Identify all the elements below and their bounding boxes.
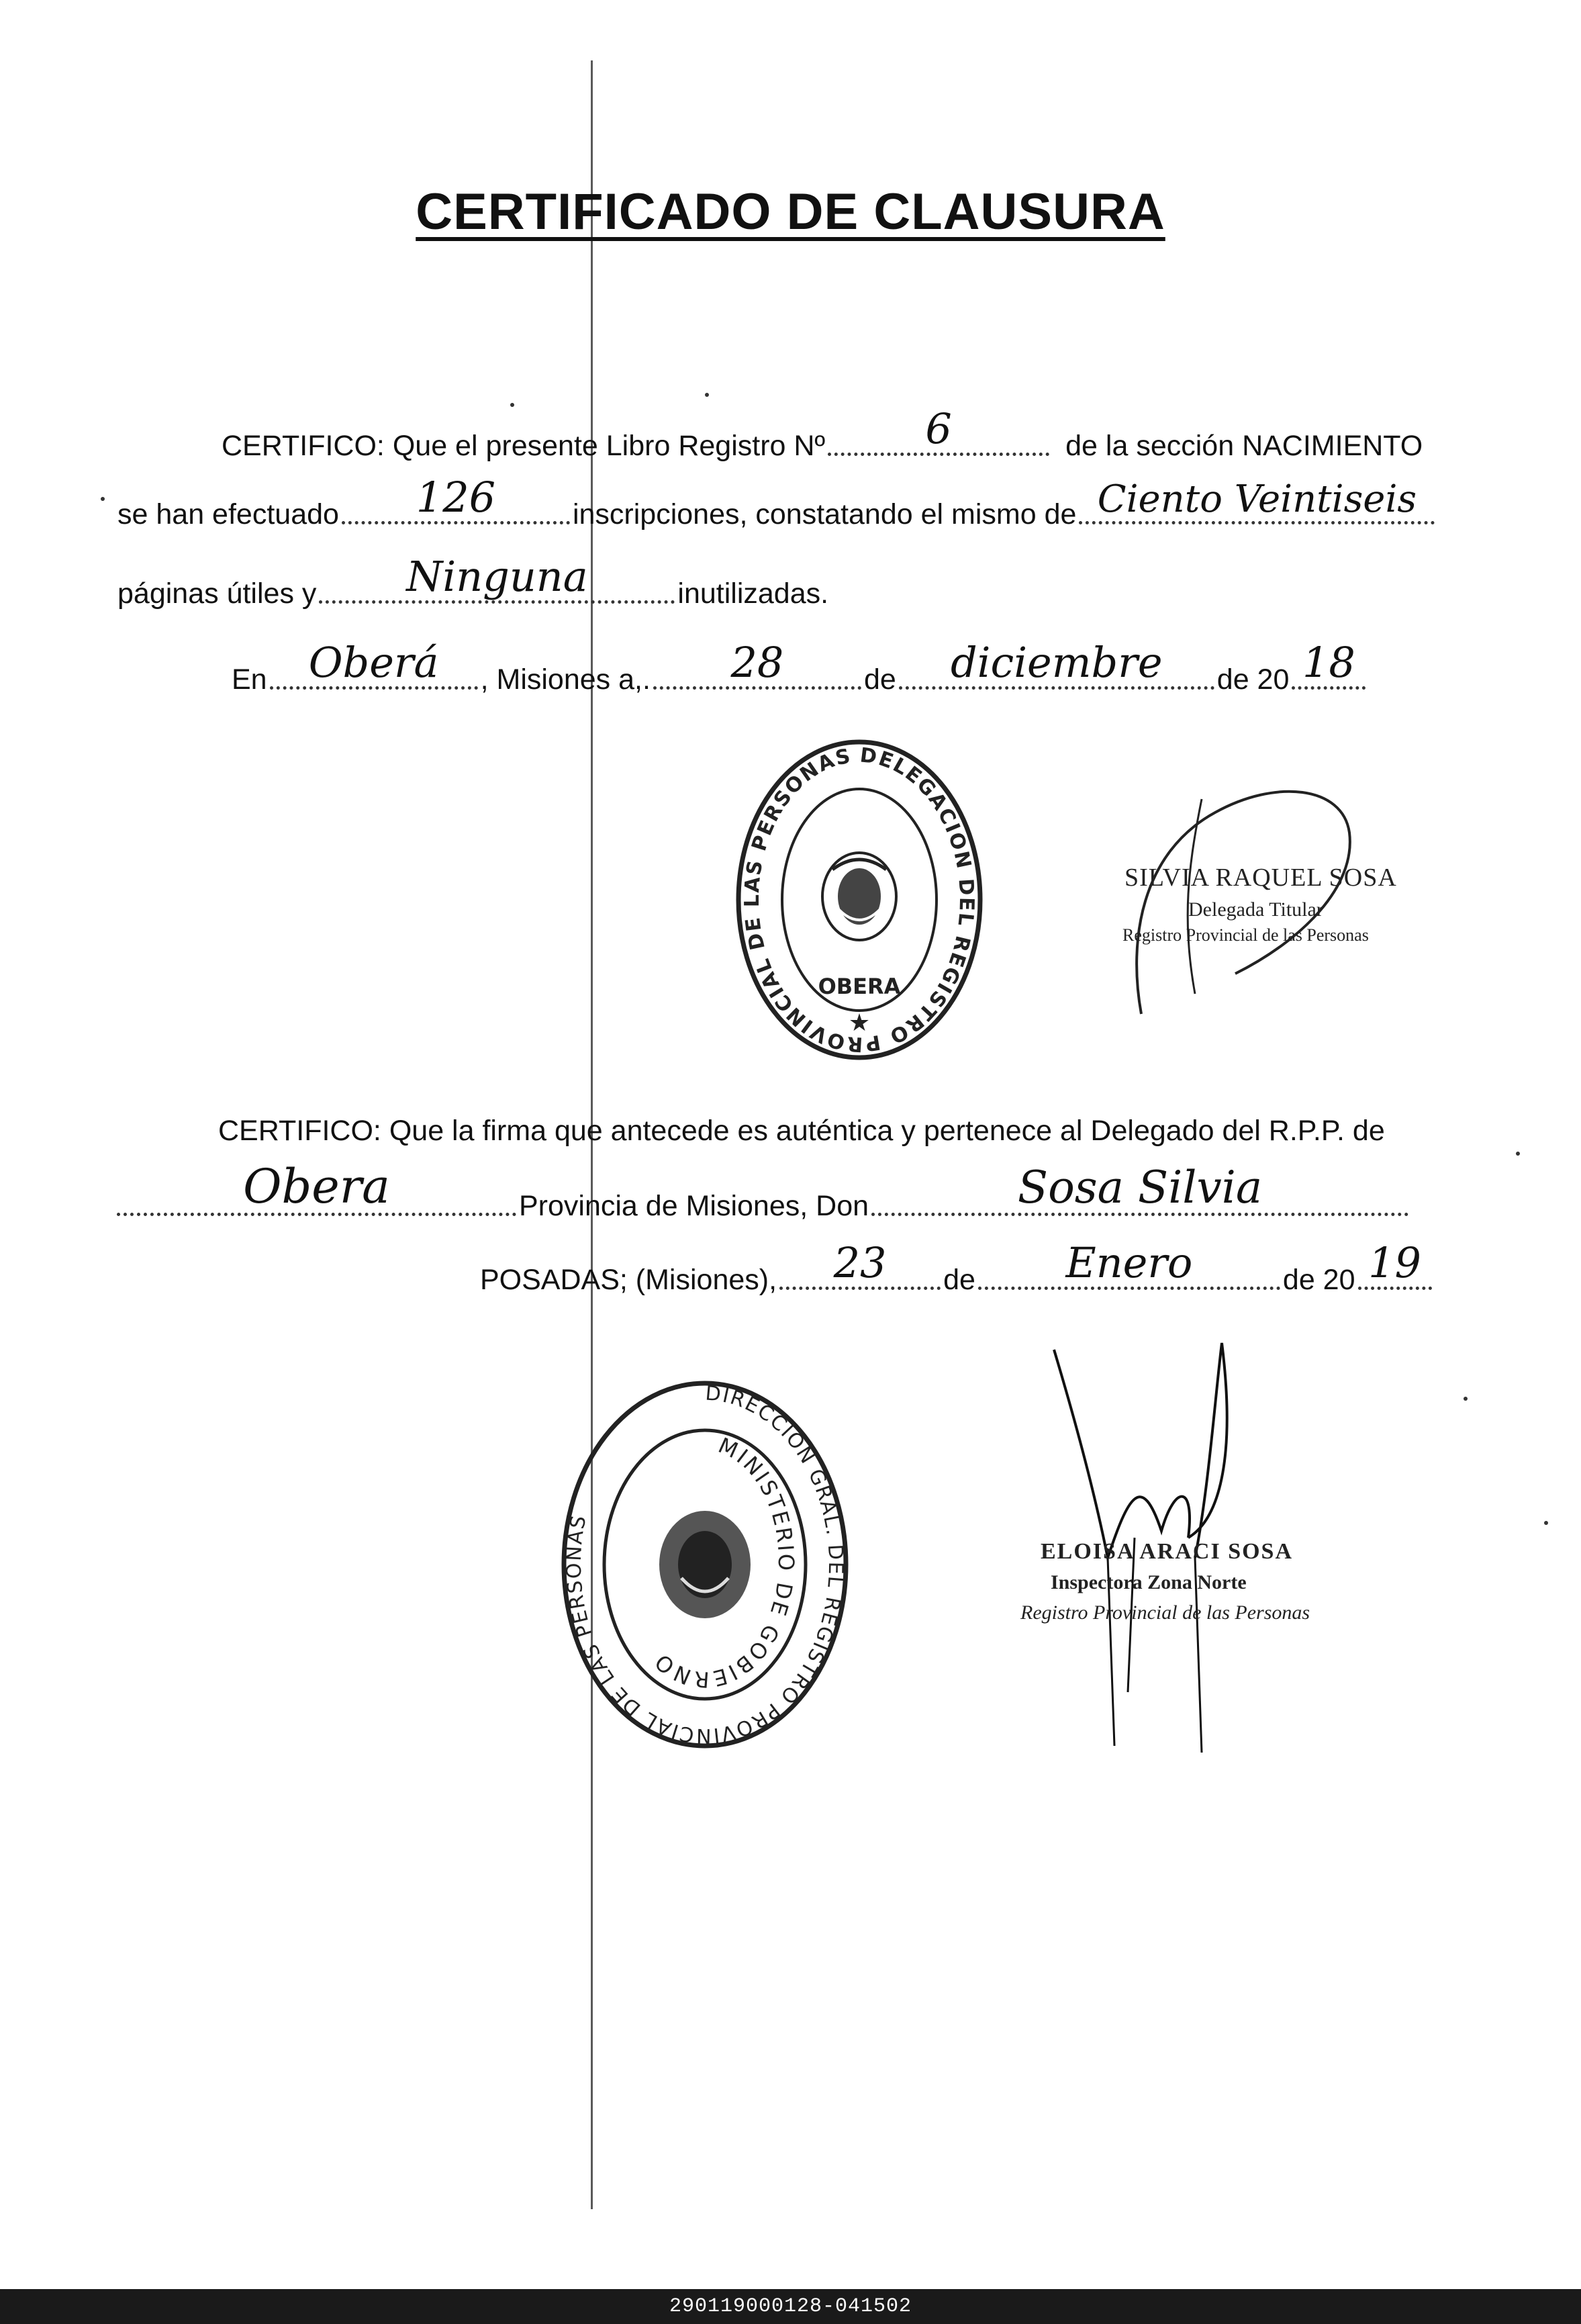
delegation-value: Obera	[243, 1159, 390, 1214]
scan-speck	[1464, 1397, 1468, 1401]
signer2-org: Registro Provincial de las Personas	[1020, 1601, 1310, 1624]
city-field	[270, 638, 478, 690]
signer2-role: Inspectora Zona Norte	[1051, 1571, 1247, 1593]
ministry-stamp	[557, 1377, 853, 1753]
day2-value: 23	[833, 1238, 887, 1287]
cert1-line-1: CERTIFICO: Que el presente Libro Registro Nº 6 de la sección NACIMIENTO	[222, 404, 1423, 462]
book-number-value: 6	[925, 404, 952, 453]
day2-field	[779, 1238, 941, 1290]
stamp2-outer-text: DIRECCION GRAL. DEL REGISTRO PROVINCIAL DE LAS PERSONAS	[562, 1381, 848, 1748]
signature-1-scribble	[1101, 772, 1383, 1021]
pages-value: Ciento Veintiseis	[1097, 477, 1417, 521]
void-pages-field	[319, 552, 675, 604]
inscriptions-field	[342, 473, 570, 524]
pages-field	[1079, 477, 1435, 524]
signer1-org: Registro Provincial de las Personas	[1122, 925, 1369, 945]
book-number-field	[828, 404, 1049, 456]
cert2-line-3: POSADAS; (Misiones), 23 de Enero de 20 19	[480, 1264, 1435, 1297]
stamp2-inner-text: MINISTERIO DE GOBIERNO	[649, 1432, 800, 1693]
cert1-line-2: se han efectuado 126 inscripciones, constatando el mismo de Ciento Veintiseis	[117, 498, 1437, 531]
year-value: 18	[1302, 638, 1355, 687]
official-name-field	[871, 1162, 1408, 1216]
scan-speck	[510, 403, 514, 407]
year2-value: 19	[1368, 1238, 1421, 1287]
cert1-line-3: páginas útiles y Ninguna inutilizadas.	[117, 552, 829, 610]
official-name-value: Sosa Silvia	[1017, 1162, 1263, 1213]
coat-of-arms-icon	[822, 853, 896, 940]
scan-speck	[1516, 1152, 1520, 1156]
delegation-field	[117, 1159, 516, 1216]
delegation-stamp	[732, 735, 987, 1064]
signature-2-scribble	[1034, 1316, 1302, 1759]
city-value: Oberá	[308, 638, 439, 687]
month2-field	[978, 1238, 1280, 1290]
stamp1-city: OBERA	[818, 974, 901, 999]
year-field	[1292, 638, 1366, 690]
document-title: CERTIFICADO DE CLAUSURA	[416, 183, 1165, 240]
scan-speck	[705, 393, 709, 397]
inscriptions-value: 126	[416, 473, 496, 522]
signer1-name: SILVIA RAQUEL SOSA	[1124, 864, 1397, 892]
year2-field	[1358, 1238, 1432, 1290]
day-field	[653, 638, 861, 690]
scan-barcode-label: 290119000128-041502	[0, 2289, 1581, 2324]
signer1-role: Delegada Titular	[1188, 898, 1323, 921]
scan-speck	[101, 497, 105, 501]
star-icon: ★	[848, 1009, 871, 1036]
cert1-line-4: En Oberá , Misiones a,. 28 de diciembre de 20 18	[232, 663, 1368, 696]
signer2-name: ELOISA ARACI SOSA	[1041, 1539, 1294, 1564]
month-field	[899, 638, 1214, 690]
month-value: diciembre	[950, 638, 1163, 687]
scan-speck	[1544, 1521, 1548, 1525]
coat-of-arms-icon	[659, 1511, 751, 1618]
day-value: 28	[730, 638, 784, 687]
cert2-line-1: CERTIFICO: Que la firma que antecede es auténtica y pertenece al Delegado del R.P.P. de	[218, 1115, 1385, 1147]
month2-value: Enero	[1065, 1238, 1193, 1287]
void-pages-value: Ninguna	[406, 552, 588, 601]
cert2-line-2: Obera Provincia de Misiones, Don Sosa Silvia	[114, 1190, 1411, 1223]
stamp1-ring-text: DELEGACION DEL REGISTRO PROVINCIAL DE LAS PERSONAS	[740, 743, 979, 1056]
